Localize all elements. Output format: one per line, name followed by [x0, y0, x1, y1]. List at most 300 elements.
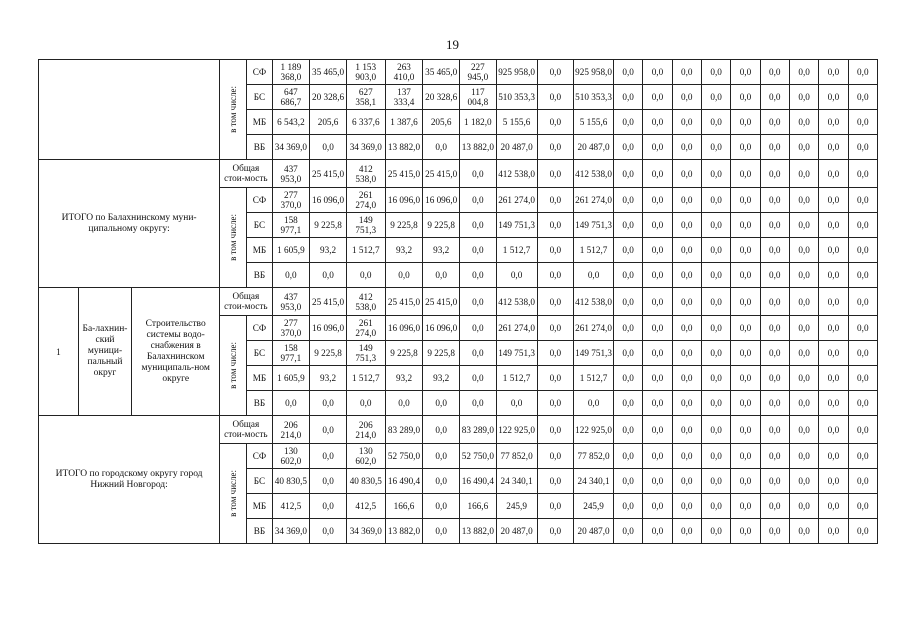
value-cell: 261 274,0	[574, 188, 614, 213]
value-cell: 166,6	[460, 494, 497, 519]
financing-table	[38, 59, 878, 544]
value-cell: 0,0	[701, 110, 730, 135]
value-cell: 24 340,1	[496, 469, 537, 494]
value-cell: 0,0	[848, 188, 877, 213]
funding-source-cell: СФ	[247, 444, 272, 469]
value-cell: 0,0	[643, 341, 672, 366]
value-cell: 0,0	[423, 263, 460, 288]
value-cell: 0,0	[537, 85, 574, 110]
value-cell: 0,0	[310, 494, 347, 519]
value-cell: 0,0	[537, 160, 574, 188]
value-cell: 0,0	[731, 135, 760, 160]
value-cell: 149 751,3	[574, 213, 614, 238]
value-cell: 0,0	[537, 135, 574, 160]
value-cell: 149 751,3	[574, 341, 614, 366]
funding-source-cell: СФ	[247, 316, 272, 341]
value-cell: 0,0	[460, 238, 497, 263]
value-cell: 0,0	[731, 263, 760, 288]
value-cell: 0,0	[848, 519, 877, 544]
value-cell: 0,0	[731, 60, 760, 85]
value-cell: 0,0	[537, 263, 574, 288]
value-cell: 9 225,8	[310, 341, 347, 366]
value-cell: 52 750,0	[460, 444, 497, 469]
value-cell: 0,0	[731, 469, 760, 494]
value-cell: 0,0	[613, 60, 642, 85]
value-cell: 0,0	[848, 135, 877, 160]
value-cell: 0,0	[643, 391, 672, 416]
value-cell: 261 274,0	[346, 188, 385, 213]
value-cell: 0,0	[819, 160, 848, 188]
value-cell: 0,0	[789, 213, 818, 238]
value-cell: 925 958,0	[574, 60, 614, 85]
value-cell: 35 465,0	[310, 60, 347, 85]
value-cell: 0,0	[848, 110, 877, 135]
value-cell: 0,0	[672, 519, 701, 544]
value-cell: 0,0	[819, 391, 848, 416]
value-cell: 16 490,4	[385, 469, 423, 494]
value-cell: 206 214,0	[346, 416, 385, 444]
value-cell: 510 353,3	[574, 85, 614, 110]
value-cell: 437 953,0	[272, 288, 310, 316]
value-cell: 0,0	[760, 366, 789, 391]
value-cell: 0,0	[643, 519, 672, 544]
value-cell: 0,0	[613, 288, 642, 316]
value-cell: 0,0	[310, 263, 347, 288]
value-cell: 0,0	[789, 341, 818, 366]
value-cell: 206 214,0	[272, 416, 310, 444]
value-cell: 16 096,0	[385, 188, 423, 213]
value-cell: 0,0	[643, 60, 672, 85]
value-cell: 0,0	[819, 135, 848, 160]
value-cell: 0,0	[672, 391, 701, 416]
value-cell: 0,0	[423, 444, 460, 469]
value-cell: 0,0	[731, 288, 760, 316]
value-cell: 0,0	[789, 519, 818, 544]
value-cell: 0,0	[789, 85, 818, 110]
value-cell: 0,0	[613, 469, 642, 494]
in-that-number-text: в том числе:	[228, 214, 239, 261]
value-cell: 0,0	[672, 288, 701, 316]
table-row	[39, 60, 878, 85]
value-cell: 0,0	[819, 444, 848, 469]
value-cell: 0,0	[672, 316, 701, 341]
value-cell: 0,0	[613, 416, 642, 444]
value-cell: 412,5	[346, 494, 385, 519]
value-cell: 0,0	[760, 469, 789, 494]
in-that-number-text: в том числе:	[228, 470, 239, 517]
value-cell: 0,0	[848, 469, 877, 494]
value-cell: 0,0	[819, 238, 848, 263]
value-cell: 40 830,5	[346, 469, 385, 494]
value-cell: 93,2	[385, 366, 423, 391]
value-cell: 0,0	[848, 213, 877, 238]
value-cell: 0,0	[574, 391, 614, 416]
value-cell: 0,0	[701, 135, 730, 160]
value-cell: 0,0	[760, 238, 789, 263]
value-cell: 1 512,7	[346, 366, 385, 391]
value-cell: 0,0	[731, 519, 760, 544]
value-cell: 0,0	[460, 188, 497, 213]
value-cell: 83 289,0	[385, 416, 423, 444]
value-cell: 0,0	[760, 263, 789, 288]
value-cell: 0,0	[423, 135, 460, 160]
funding-source-cell: ВБ	[247, 135, 272, 160]
value-cell: 412 538,0	[346, 160, 385, 188]
value-cell: 0,0	[643, 263, 672, 288]
value-cell: 9 225,8	[385, 213, 423, 238]
value-cell: 261 274,0	[574, 316, 614, 341]
value-cell: 1 153 903,0	[346, 60, 385, 85]
funding-source-cell: МБ	[247, 110, 272, 135]
value-cell: 0,0	[643, 135, 672, 160]
value-cell: 0,0	[789, 188, 818, 213]
value-cell: 0,0	[848, 391, 877, 416]
value-cell: 245,9	[574, 494, 614, 519]
value-cell: 83 289,0	[460, 416, 497, 444]
value-cell: 0,0	[613, 391, 642, 416]
value-cell: 0,0	[760, 519, 789, 544]
value-cell: 5 155,6	[496, 110, 537, 135]
value-cell: 0,0	[643, 469, 672, 494]
value-cell: 40 830,5	[272, 469, 310, 494]
value-cell: 0,0	[310, 135, 347, 160]
table-row	[39, 160, 878, 188]
value-cell: 0,0	[701, 238, 730, 263]
funding-source-cell: МБ	[247, 366, 272, 391]
value-cell: 0,0	[496, 263, 537, 288]
value-cell: 0,0	[672, 469, 701, 494]
value-cell: 0,0	[537, 416, 574, 444]
funding-source-cell: СФ	[247, 188, 272, 213]
value-cell: 0,0	[819, 416, 848, 444]
value-cell: 0,0	[760, 494, 789, 519]
value-cell: 0,0	[760, 85, 789, 110]
value-cell: 1 182,0	[460, 110, 497, 135]
value-cell: 0,0	[613, 188, 642, 213]
funding-source-cell: БС	[247, 469, 272, 494]
value-cell: 0,0	[760, 188, 789, 213]
value-cell: 0,0	[310, 519, 347, 544]
value-cell: 0,0	[819, 494, 848, 519]
value-cell: 0,0	[731, 391, 760, 416]
value-cell: 0,0	[272, 391, 310, 416]
value-cell: 16 490,4	[460, 469, 497, 494]
value-cell: 0,0	[701, 85, 730, 110]
value-cell: 0,0	[537, 494, 574, 519]
value-cell: 0,0	[385, 263, 423, 288]
value-cell: 0,0	[613, 110, 642, 135]
value-cell: 0,0	[701, 213, 730, 238]
value-cell: 166,6	[385, 494, 423, 519]
value-cell: 412 538,0	[496, 160, 537, 188]
funding-source-cell: МБ	[247, 238, 272, 263]
value-cell: 0,0	[385, 391, 423, 416]
value-cell: 34 369,0	[346, 135, 385, 160]
value-cell: 0,0	[701, 416, 730, 444]
value-cell: 149 751,3	[496, 341, 537, 366]
value-cell: 117 004,8	[460, 85, 497, 110]
value-cell: 0,0	[789, 416, 818, 444]
value-cell: 0,0	[701, 60, 730, 85]
value-cell: 0,0	[701, 444, 730, 469]
value-cell: 0,0	[672, 341, 701, 366]
page-number: 19	[446, 37, 459, 52]
section-title-cell: ИТОГО по городскому округу город Нижний Новгород:	[39, 416, 220, 544]
value-cell: 77 852,0	[574, 444, 614, 469]
value-cell: 149 751,3	[346, 341, 385, 366]
value-cell: 0,0	[613, 366, 642, 391]
value-cell: 20 487,0	[496, 135, 537, 160]
value-cell: 263 410,0	[385, 60, 423, 85]
value-cell: 227 945,0	[460, 60, 497, 85]
value-cell: 0,0	[643, 494, 672, 519]
value-cell: 0,0	[789, 263, 818, 288]
value-cell: 0,0	[789, 494, 818, 519]
value-cell: 6 337,6	[346, 110, 385, 135]
value-cell: 0,0	[423, 519, 460, 544]
value-cell: 0,0	[848, 263, 877, 288]
value-cell: 0,0	[848, 85, 877, 110]
value-cell: 0,0	[537, 110, 574, 135]
funding-source-cell: МБ	[247, 494, 272, 519]
value-cell: 130 602,0	[272, 444, 310, 469]
funding-source-cell: ВБ	[247, 263, 272, 288]
value-cell: 0,0	[672, 444, 701, 469]
value-cell: 0,0	[537, 366, 574, 391]
funding-source-cell: БС	[247, 341, 272, 366]
value-cell: 0,0	[537, 188, 574, 213]
value-cell: 1 512,7	[496, 366, 537, 391]
value-cell: 0,0	[819, 366, 848, 391]
value-cell: 412 538,0	[574, 160, 614, 188]
value-cell: 0,0	[731, 416, 760, 444]
table-row	[39, 416, 878, 444]
in-that-number-text: в том числе:	[228, 86, 239, 133]
value-cell: 25 415,0	[310, 288, 347, 316]
value-cell: 0,0	[701, 469, 730, 494]
value-cell: 1 189 368,0	[272, 60, 310, 85]
value-cell: 0,0	[848, 288, 877, 316]
value-cell: 52 750,0	[385, 444, 423, 469]
value-cell: 0,0	[848, 238, 877, 263]
value-cell: 20 328,6	[423, 85, 460, 110]
value-cell: 9 225,8	[385, 341, 423, 366]
value-cell: 0,0	[819, 60, 848, 85]
value-cell: 34 369,0	[272, 135, 310, 160]
value-cell: 627 358,1	[346, 85, 385, 110]
value-cell: 16 096,0	[423, 188, 460, 213]
value-cell: 0,0	[760, 391, 789, 416]
value-cell: 24 340,1	[574, 469, 614, 494]
value-cell: 0,0	[789, 160, 818, 188]
value-cell: 412 538,0	[346, 288, 385, 316]
value-cell: 34 369,0	[272, 519, 310, 544]
value-cell: 0,0	[819, 288, 848, 316]
value-cell: 0,0	[643, 238, 672, 263]
value-cell: 122 925,0	[496, 416, 537, 444]
value-cell: 0,0	[613, 444, 642, 469]
value-cell: 0,0	[460, 366, 497, 391]
value-cell: 0,0	[672, 263, 701, 288]
value-cell: 0,0	[760, 160, 789, 188]
value-cell: 412 538,0	[574, 288, 614, 316]
value-cell: 0,0	[613, 135, 642, 160]
value-cell: 0,0	[819, 316, 848, 341]
value-cell: 0,0	[731, 160, 760, 188]
value-cell: 0,0	[613, 341, 642, 366]
value-cell: 122 925,0	[574, 416, 614, 444]
value-cell: 0,0	[848, 494, 877, 519]
value-cell: 0,0	[760, 416, 789, 444]
value-cell: 437 953,0	[272, 160, 310, 188]
value-cell: 0,0	[672, 494, 701, 519]
value-cell: 0,0	[272, 263, 310, 288]
value-cell: 0,0	[423, 416, 460, 444]
value-cell: 0,0	[672, 135, 701, 160]
value-cell: 13 882,0	[385, 135, 423, 160]
in-that-number-text: в том числе:	[228, 342, 239, 389]
value-cell: 93,2	[385, 238, 423, 263]
section-title-cell: ИТОГО по Балахнинскому муни-ципальному округу:	[39, 160, 220, 288]
value-cell: 0,0	[537, 213, 574, 238]
value-cell: 0,0	[701, 160, 730, 188]
section-title-cell	[39, 60, 220, 160]
value-cell: 0,0	[672, 188, 701, 213]
value-cell: 0,0	[819, 341, 848, 366]
value-cell: 77 852,0	[496, 444, 537, 469]
value-cell: 261 274,0	[496, 316, 537, 341]
value-cell: 0,0	[701, 288, 730, 316]
value-cell: 205,6	[423, 110, 460, 135]
value-cell: 0,0	[672, 85, 701, 110]
value-cell: 0,0	[672, 110, 701, 135]
in-that-number-label	[220, 60, 247, 160]
value-cell: 0,0	[613, 160, 642, 188]
value-cell: 0,0	[613, 85, 642, 110]
value-cell: 0,0	[819, 263, 848, 288]
funding-source-cell: БС	[247, 213, 272, 238]
value-cell: 0,0	[537, 316, 574, 341]
value-cell: 0,0	[537, 60, 574, 85]
value-cell: 0,0	[701, 494, 730, 519]
in-that-number-label	[220, 188, 247, 288]
total-cost-label: Общая стои-мость	[220, 160, 272, 188]
value-cell: 0,0	[731, 316, 760, 341]
value-cell: 1 512,7	[496, 238, 537, 263]
value-cell: 0,0	[760, 60, 789, 85]
value-cell: 0,0	[760, 341, 789, 366]
value-cell: 0,0	[760, 316, 789, 341]
value-cell: 0,0	[613, 494, 642, 519]
value-cell: 20 487,0	[574, 135, 614, 160]
value-cell: 0,0	[643, 366, 672, 391]
value-cell: 149 751,3	[346, 213, 385, 238]
value-cell: 20 487,0	[574, 519, 614, 544]
value-cell: 0,0	[460, 341, 497, 366]
value-cell: 261 274,0	[346, 316, 385, 341]
value-cell: 0,0	[672, 416, 701, 444]
municipality-cell: Ба-лахнин-ский муници-пальный округ	[78, 288, 131, 416]
value-cell: 0,0	[613, 238, 642, 263]
value-cell: 0,0	[613, 519, 642, 544]
total-cost-label: Общая стои-мость	[220, 288, 272, 316]
in-that-number-label	[220, 316, 247, 416]
value-cell: 0,0	[460, 288, 497, 316]
value-cell: 277 370,0	[272, 316, 310, 341]
value-cell: 0,0	[789, 110, 818, 135]
value-cell: 0,0	[460, 213, 497, 238]
value-cell: 0,0	[460, 316, 497, 341]
value-cell: 245,9	[496, 494, 537, 519]
value-cell: 0,0	[731, 341, 760, 366]
value-cell: 0,0	[848, 366, 877, 391]
value-cell: 0,0	[731, 366, 760, 391]
value-cell: 0,0	[496, 391, 537, 416]
value-cell: 0,0	[423, 391, 460, 416]
value-cell: 25 415,0	[385, 160, 423, 188]
value-cell: 412 538,0	[496, 288, 537, 316]
value-cell: 925 958,0	[496, 60, 537, 85]
value-cell: 158 977,1	[272, 341, 310, 366]
value-cell: 149 751,3	[496, 213, 537, 238]
value-cell: 0,0	[760, 444, 789, 469]
value-cell: 93,2	[310, 366, 347, 391]
value-cell: 0,0	[789, 391, 818, 416]
value-cell: 0,0	[537, 288, 574, 316]
value-cell: 0,0	[819, 213, 848, 238]
value-cell: 16 096,0	[423, 316, 460, 341]
value-cell: 1 605,9	[272, 238, 310, 263]
value-cell: 510 353,3	[496, 85, 537, 110]
value-cell: 0,0	[643, 85, 672, 110]
total-cost-label: Общая стои-мость	[220, 416, 272, 444]
value-cell: 261 274,0	[496, 188, 537, 213]
value-cell: 0,0	[460, 263, 497, 288]
value-cell: 1 387,6	[385, 110, 423, 135]
value-cell: 0,0	[789, 444, 818, 469]
value-cell: 0,0	[672, 160, 701, 188]
value-cell: 16 096,0	[385, 316, 423, 341]
value-cell: 647 686,7	[272, 85, 310, 110]
table-row	[39, 288, 878, 316]
value-cell: 0,0	[346, 263, 385, 288]
value-cell: 1 605,9	[272, 366, 310, 391]
value-cell: 0,0	[789, 469, 818, 494]
table-body	[39, 60, 878, 544]
value-cell: 0,0	[731, 213, 760, 238]
value-cell: 0,0	[346, 391, 385, 416]
value-cell: 0,0	[701, 391, 730, 416]
value-cell: 0,0	[731, 444, 760, 469]
value-cell: 0,0	[643, 316, 672, 341]
value-cell: 13 882,0	[460, 519, 497, 544]
value-cell: 93,2	[423, 238, 460, 263]
value-cell: 0,0	[848, 341, 877, 366]
value-cell: 0,0	[423, 469, 460, 494]
value-cell: 0,0	[701, 366, 730, 391]
value-cell: 9 225,8	[423, 341, 460, 366]
value-cell: 0,0	[760, 288, 789, 316]
value-cell: 0,0	[760, 135, 789, 160]
value-cell: 93,2	[310, 238, 347, 263]
object-name-cell: Строительство системы водо-снабжения в Балахнинском муниципаль-ном округе	[132, 288, 220, 416]
value-cell: 13 882,0	[385, 519, 423, 544]
value-cell: 0,0	[537, 391, 574, 416]
value-cell: 137 333,4	[385, 85, 423, 110]
value-cell: 0,0	[701, 519, 730, 544]
funding-source-cell: ВБ	[247, 519, 272, 544]
value-cell: 0,0	[848, 416, 877, 444]
